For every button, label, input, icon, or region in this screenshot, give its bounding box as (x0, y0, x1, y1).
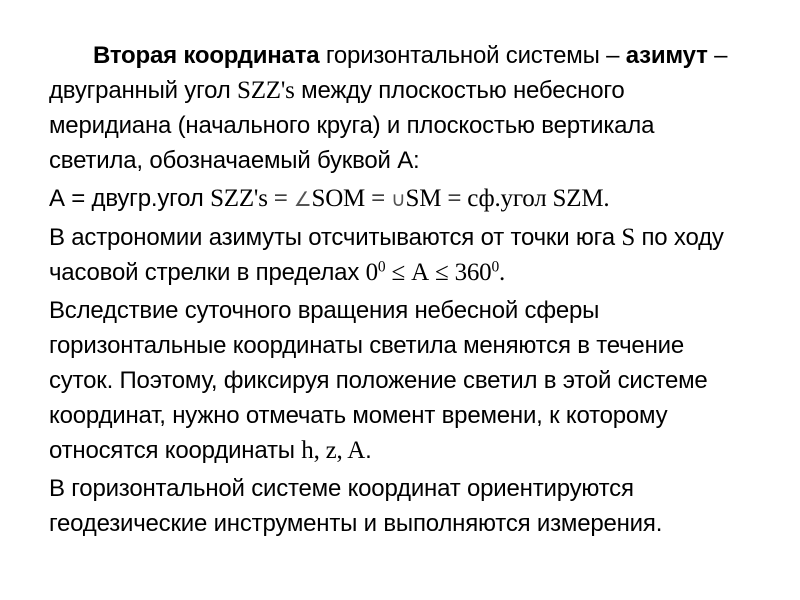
paragraph-azimuth-formula (49, 181, 740, 217)
p3-text-1: В астрономии азимуты отсчитываются от точки юга (49, 224, 622, 251)
paragraph-azimuth-definition (49, 38, 740, 178)
formula-prefix: А = двугр.угол (49, 185, 211, 212)
range-start: 0 (365, 259, 378, 286)
range-formula (366, 259, 506, 286)
arc-symbol-icon: ∪ (391, 187, 406, 211)
paragraph-daily-rotation (49, 293, 740, 468)
p1-text-3: между плоскостью небесного меридиана (начального круга) и плоскостью вертикала светила, обозначаемый буквой А: (49, 77, 655, 174)
range-mid: ≤ А ≤ 360 (385, 259, 492, 286)
formula-part-3: SM = сф.угол SZM. (405, 185, 610, 212)
range-sup-2: 0 (491, 258, 500, 276)
point-south: S (621, 224, 636, 251)
paragraph-azimuth-range (49, 220, 740, 290)
angle-szzs: SZZ's (237, 77, 295, 104)
range-end: . (499, 259, 506, 286)
p4-text-2: . (365, 437, 372, 464)
p1-text-1: горизонтальной системы – (319, 42, 626, 69)
angle-symbol-icon: ∠ (293, 187, 312, 211)
range-sup-1: 0 (377, 258, 386, 276)
paragraph-geodetic-instruments: В горизонтальной системе координат ориентируются геодезические инструменты и выполняются измерения. (49, 475, 663, 537)
p1-text-2: – двугранный угол (49, 42, 728, 104)
formula-part-1: SZZ's = (210, 185, 294, 212)
coordinates-h-z-a: h, z, A (301, 437, 366, 464)
term-azimuth: азимут (625, 42, 708, 69)
p4-text-1: Вследствие суточного вращения небесной сферы горизонтальные координаты светила меняются в течение суток. Поэтому, фиксируя положение светил в этой системе координат, нужно отмечать момент времени, к которому относятся координаты (49, 297, 708, 464)
term-second-coordinate: Вторая координата (93, 42, 320, 69)
formula-part-2: SOM = (311, 185, 392, 212)
p3-text-2: по ходу часовой стрелки в пределах (49, 224, 724, 286)
